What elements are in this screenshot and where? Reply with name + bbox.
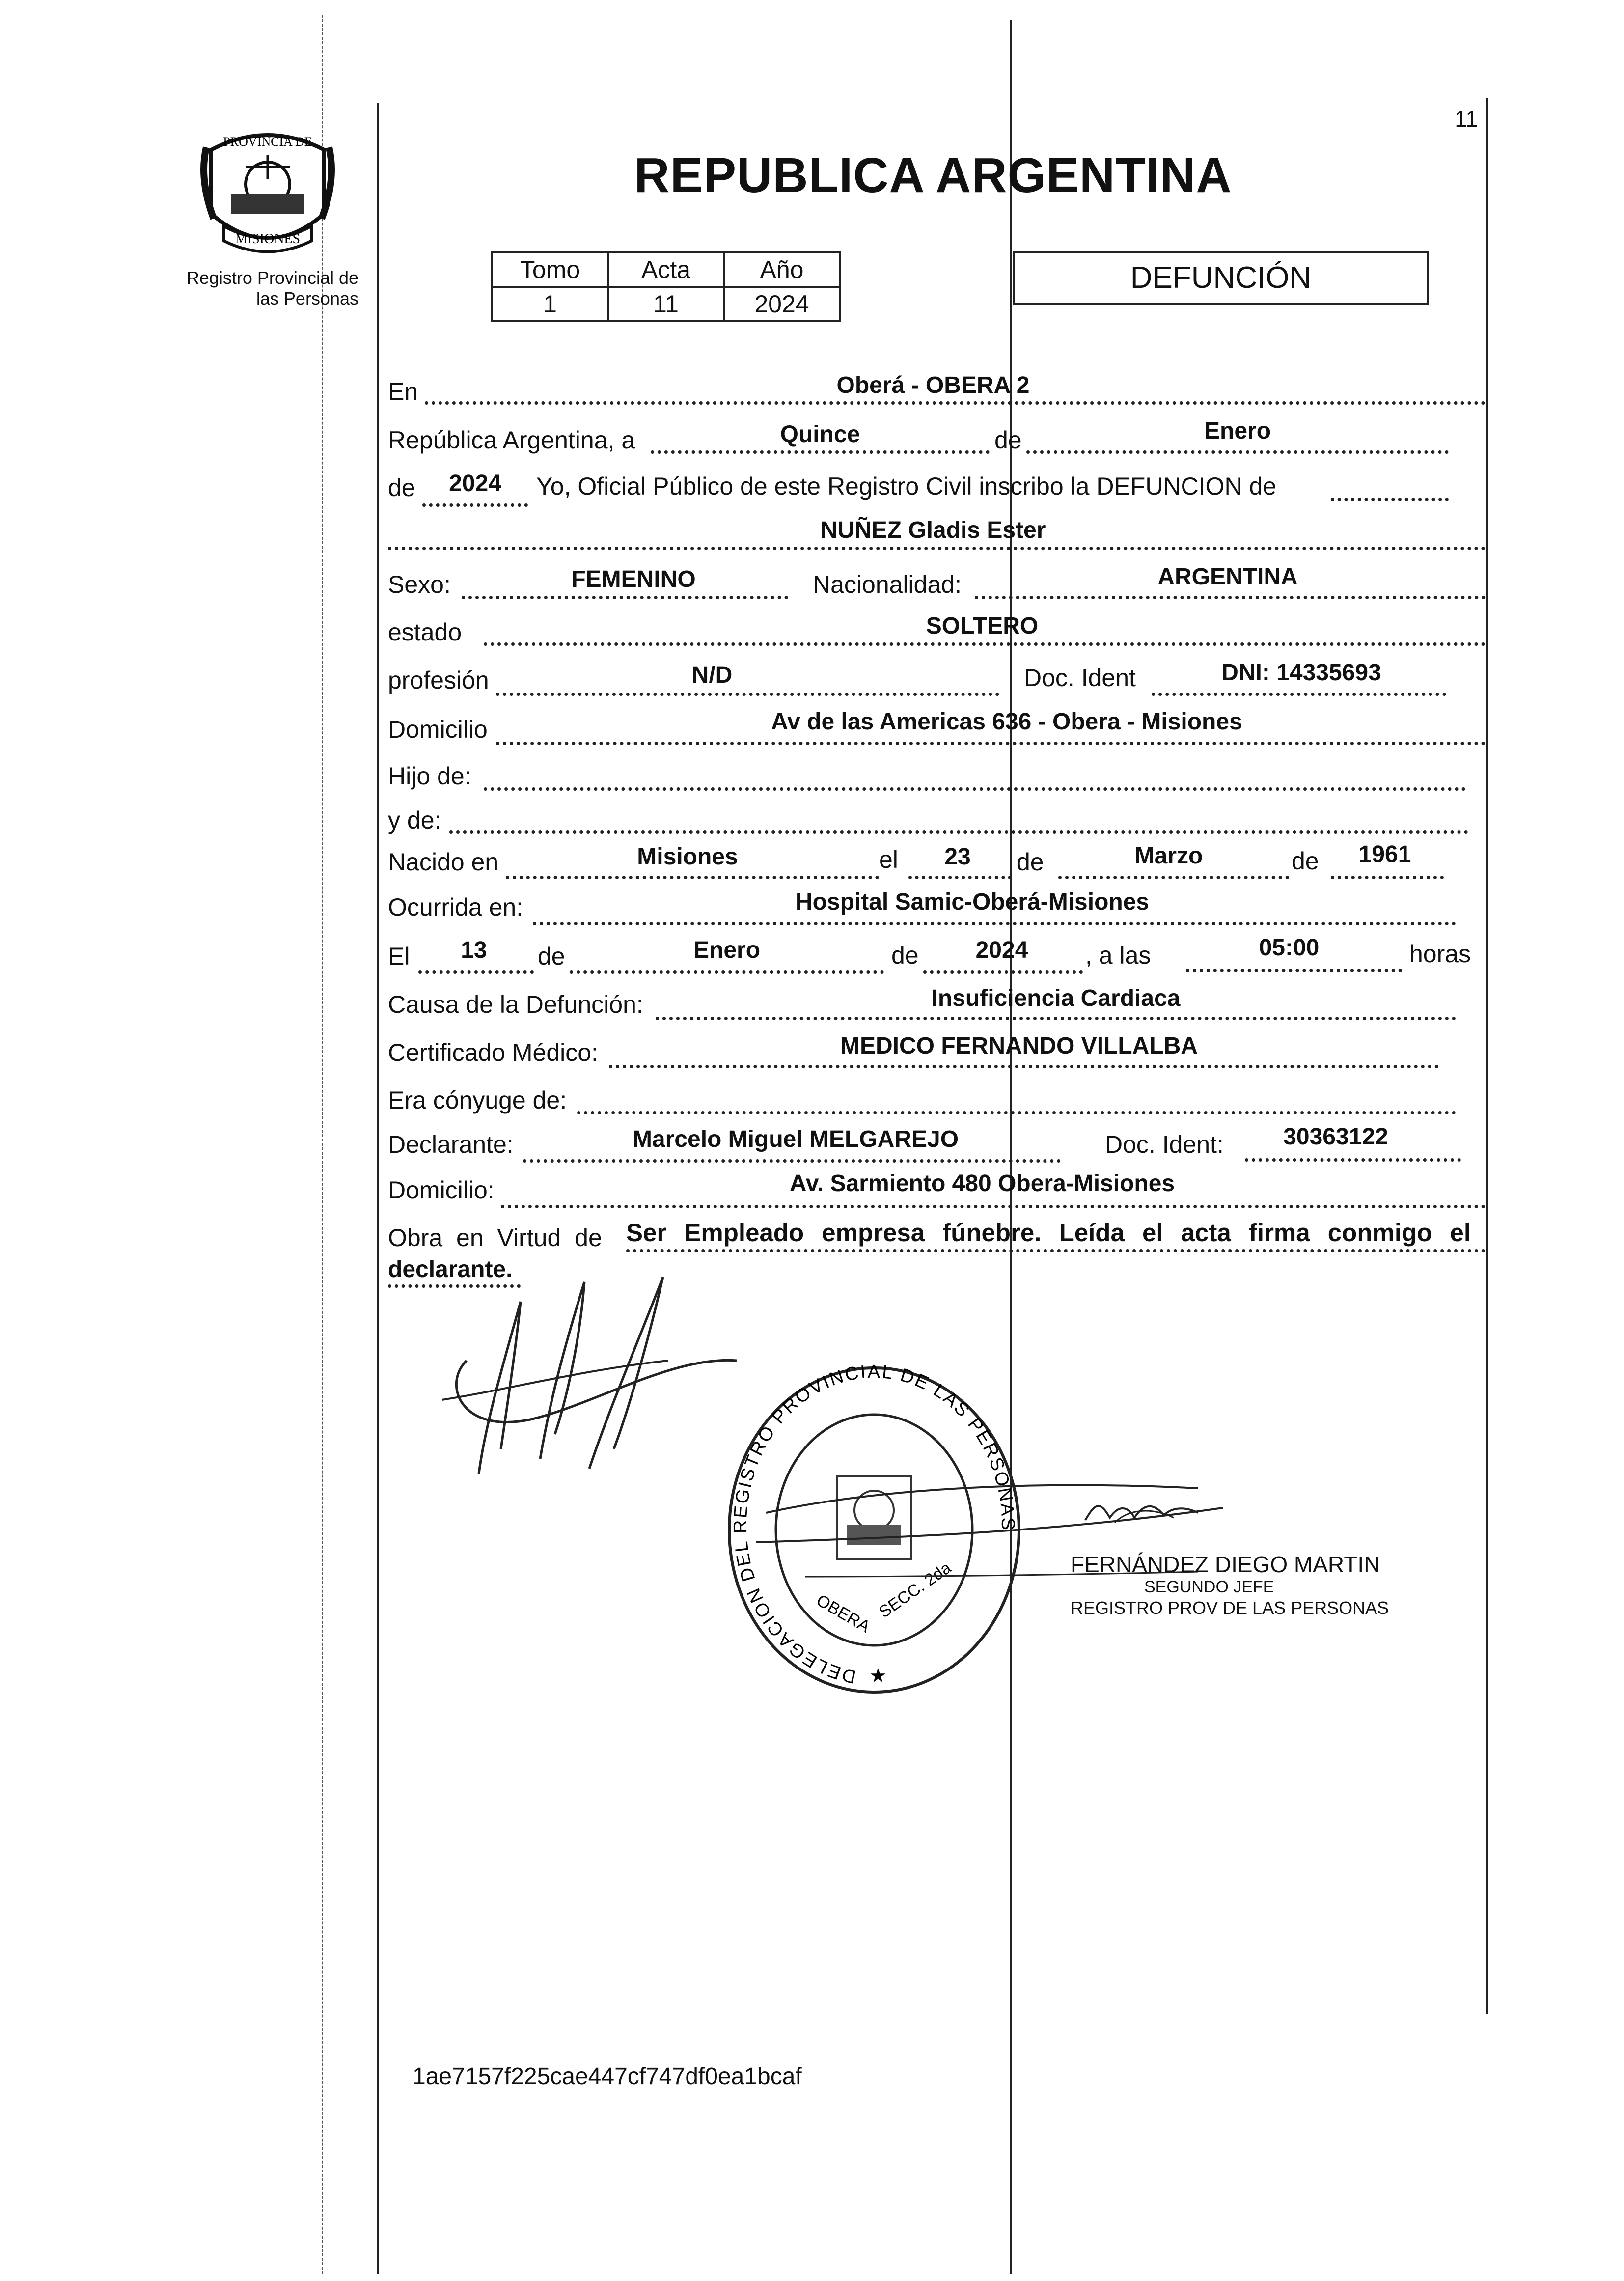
de-label-1: de [994, 426, 1022, 454]
svg-text:PROVINCIA DE: PROVINCIA DE [223, 135, 312, 149]
tomo-value: 1 [492, 287, 608, 321]
obra-label: Obra en Virtud de [388, 1224, 602, 1252]
obra-line-1 [626, 1249, 1486, 1252]
conyuge-line [577, 1111, 1456, 1114]
nac-mes-value: Marzo [1134, 843, 1203, 869]
obra-value-line2: declarante. [388, 1256, 513, 1282]
center-fold-line [1010, 20, 1012, 2274]
republica-label: República Argentina, a [388, 426, 635, 454]
domicilio-label: Domicilio [388, 716, 488, 743]
punch-hole-line [322, 15, 323, 2274]
ocurrida-value: Hospital Samic-Oberá-Misiones [795, 889, 1150, 915]
svg-text:DELEGACION DEL REGISTRO PROVIN: DELEGACION DEL REGISTRO PROVINCIAL DE LAS PERSONAS [730, 1363, 1018, 1687]
domicilio-value: Av de las Americas 636 - Obera - Misiones [771, 709, 1242, 735]
yde-line [449, 830, 1468, 834]
hijo-line [484, 787, 1466, 791]
estado-value: SOLTERO [926, 613, 1039, 639]
declarante-line [523, 1159, 1061, 1163]
sexo-value: FEMENINO [571, 566, 696, 592]
svg-text:OBERA: OBERA [813, 1591, 874, 1637]
obra-value-line1: Ser Empleado empresa fúnebre. Leída el acta firma conmigo el [626, 1219, 1471, 1247]
profesion-line [496, 693, 999, 696]
declarante-label: Declarante: [388, 1131, 514, 1158]
page-title: REPUBLICA ARGENTINA [634, 148, 1232, 203]
anio-value: 2024 [724, 287, 840, 321]
de-label-3: de [1017, 848, 1044, 876]
cert-label: Certificado Médico: [388, 1039, 598, 1066]
page-number: 11 [1455, 106, 1478, 132]
domicilio2-value: Av. Sarmiento 480 Obera-Misiones [789, 1170, 1175, 1196]
conyuge-label: Era cónyuge de: [388, 1086, 567, 1114]
def-dia-line [418, 970, 534, 974]
nacionalidad-value: ARGENTINA [1157, 564, 1298, 590]
causa-line [656, 1017, 1456, 1020]
def-anio-value: 2024 [975, 937, 1028, 963]
anio-header: Año [724, 252, 840, 287]
nacido-label: Nacido en [388, 848, 499, 876]
def-hora-value: 05:00 [1259, 935, 1320, 961]
mes-line [1026, 450, 1449, 454]
de-label-5: de [538, 943, 565, 970]
doc2-line [1245, 1158, 1461, 1162]
nac-dia-value: 23 [944, 844, 971, 870]
def-anio-line [923, 970, 1083, 974]
province-emblem-icon [196, 120, 339, 263]
ocurrida-label: Ocurrida en: [388, 893, 523, 921]
anio-value: 2024 [449, 471, 501, 497]
nacionalidad-label: Nacionalidad: [813, 571, 962, 598]
de-label-4: de [1292, 847, 1319, 875]
register-table [491, 251, 841, 322]
def-mes-line [570, 970, 884, 974]
document-hash: 1ae7157f225cae447cf747df0ea1bcaf [413, 2063, 802, 2089]
ocurrida-line [533, 922, 1456, 925]
acta-value: 11 [608, 287, 724, 321]
profesion-value: N/D [691, 662, 733, 688]
en-label: En [388, 378, 418, 405]
anio-line [422, 503, 528, 507]
hijo-label: Hijo de: [388, 762, 471, 790]
doc-label: Doc. Ident [1024, 664, 1136, 692]
profesion-label: profesión [388, 667, 489, 694]
causa-label: Causa de la Defunción: [388, 991, 643, 1018]
dia-value: Quince [780, 421, 860, 447]
en-line [425, 401, 1486, 405]
nac-dia-line [908, 876, 1012, 879]
official-org: REGISTRO PROV DE LAS PERSONAS [1071, 1598, 1389, 1618]
doc2-value: 30363122 [1283, 1124, 1388, 1150]
el2-label: El [388, 943, 410, 970]
def-dia-value: 13 [461, 937, 487, 963]
left-margin-line [377, 103, 379, 2274]
svg-text:MISIONES: MISIONES [235, 231, 301, 247]
cert-line [609, 1065, 1439, 1068]
alas-label: , a las [1085, 942, 1151, 969]
intro-text: Yo, Oficial Público de este Registro Civil inscribo la DEFUNCION de [536, 473, 1277, 500]
right-margin-line [1486, 98, 1488, 2014]
sexo-line [462, 596, 788, 599]
nacido-value: Misiones [637, 844, 738, 870]
def-mes-value: Enero [693, 937, 761, 963]
def-hora-line [1186, 969, 1402, 972]
domicilio-line [496, 742, 1486, 745]
nombre-line [388, 547, 1486, 550]
registry-label-line1: Registro Provincial de [186, 268, 358, 288]
nac-mes-line [1058, 876, 1289, 879]
declarant-signature [432, 1272, 737, 1478]
svg-text:SECC. 2da: SECC. 2da [875, 1558, 955, 1622]
domicilio2-label: Domicilio: [388, 1176, 495, 1204]
mes-value: Enero [1204, 418, 1271, 444]
svg-text:★: ★ [869, 1665, 887, 1687]
sexo-label: Sexo: [388, 571, 451, 598]
tomo-header: Tomo [492, 252, 608, 287]
nombre-value: NUÑEZ Gladis Ester [820, 517, 1046, 543]
nac-anio-line [1331, 876, 1444, 879]
record-type-box: DEFUNCIÓN [1013, 251, 1429, 305]
estado-line [484, 642, 1486, 646]
domicilio2-line [501, 1205, 1486, 1208]
en-value: Oberá - OBERA 2 [836, 372, 1030, 398]
horas-label: horas [1409, 940, 1471, 968]
registry-label [162, 268, 358, 309]
official-role: SEGUNDO JEFE [1144, 1578, 1274, 1596]
nacido-line [506, 876, 879, 879]
nacionalidad-line [975, 596, 1486, 599]
estado-label: estado [388, 618, 462, 646]
declarante-value: Marcelo Miguel MELGAREJO [632, 1126, 959, 1152]
acta-header: Acta [608, 252, 724, 287]
yde-label: y de: [388, 807, 441, 834]
de-label-2: de [388, 474, 415, 501]
dia-line [651, 450, 990, 454]
de-label-6: de [891, 942, 919, 969]
doc-line [1152, 693, 1446, 696]
doc-value: DNI: 14335693 [1221, 660, 1381, 686]
doc2-label: Doc. Ident: [1105, 1131, 1224, 1158]
el-label: el [879, 846, 898, 873]
official-name: FERNÁNDEZ DIEGO MARTIN [1071, 1552, 1380, 1577]
causa-value: Insuficiencia Cardiaca [931, 985, 1181, 1011]
registry-label-line2: las Personas [256, 288, 358, 308]
cert-value: MEDICO FERNANDO VILLALBA [840, 1033, 1198, 1059]
intro-line [1331, 498, 1449, 501]
nac-anio-value: 1961 [1358, 841, 1411, 867]
